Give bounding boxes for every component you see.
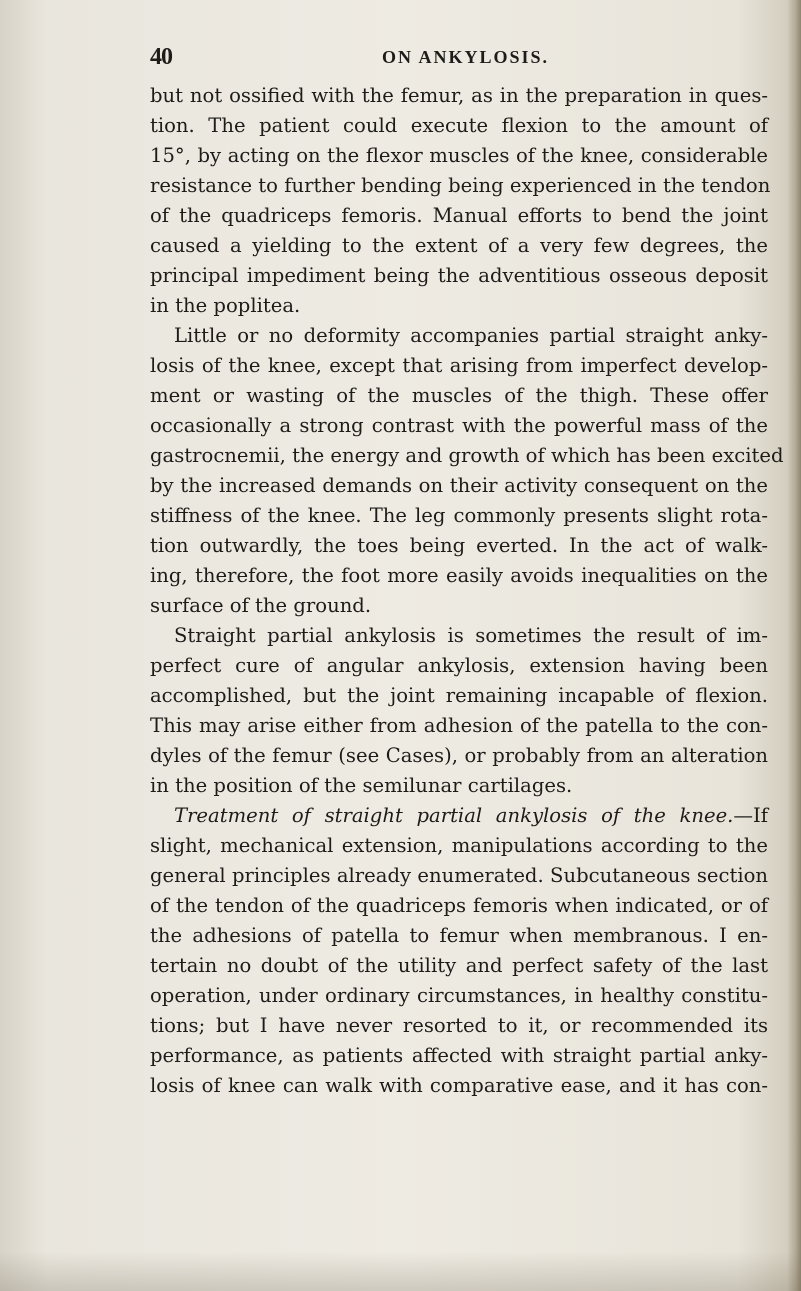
text-line: general principles already enumerated. Subcutaneous section [150,864,768,887]
treatment-heading: Treatment of straight partial ankylosis of the knee. [174,804,734,827]
text-line: in the position of the semilunar cartilages. [150,774,573,797]
text-line: accomplished, but the joint remaining incapable of flexion. [150,684,768,707]
text-line: of the tendon of the quadriceps femoris when indicated, or of [150,894,768,917]
text-line: principal impediment being the adventitious osseous deposit [150,264,768,287]
text-line: by the increased demands on their activity consequent on the [150,474,768,497]
text-line: operation, under ordinary circumstances, in healthy constitu- [150,984,768,1007]
text-line: dyles of the femur (see Cases), or probably from an alteration [150,744,768,767]
text-line: perfect cure of angular ankylosis, extension having been [150,654,768,677]
page-bottom-shadow [0,1251,801,1291]
text-line: This may arise either from adhesion of the patella to the con- [150,714,768,737]
page-number: 40 [150,44,172,70]
text-line: but not ossified with the femur, as in the preparation in ques- [150,84,768,107]
body-text [150,81,784,1101]
text-line: losis of knee can walk with comparative ease, and it has con- [150,1074,768,1097]
text-line: of the quadriceps femoris. Manual efforts to bend the joint [150,204,768,227]
text-line: 15°, by acting on the flexor muscles of the knee, considerable [150,144,768,167]
text-line: tertain no doubt of the utility and perfect safety of the last [150,954,768,977]
text-line: gastrocnemii, the energy and growth of which has been excited [150,444,784,467]
running-head: ON ANKYLOSIS. [382,47,550,67]
text-line: performance, as patients affected with straight partial anky- [150,1044,768,1067]
text-line: ing, therefore, the foot more easily avoids inequalities on the [150,564,768,587]
page-edge-shadow [787,0,801,1291]
treatment-heading-line [150,801,768,831]
page-header [150,44,751,70]
text-line: tion. The patient could execute flexion to the amount of [150,114,768,137]
text-line: surface of the ground. [150,594,372,617]
text-line: ment or wasting of the muscles of the thigh. These offer [150,384,768,407]
text-line: resistance to further bending being experienced in the tendon [150,174,771,197]
text-line: in the poplitea. [150,294,301,317]
text-line: the adhesions of patella to femur when membranous. I en- [150,924,768,947]
text-line: slight, mechanical extension, manipulations according to the [150,834,768,857]
text-line: Little or no deformity accompanies partial straight anky- [174,324,768,347]
treatment-heading-rest: —If [733,804,768,827]
text-line: caused a yielding to the extent of a very few degrees, the [150,234,768,257]
text-line: occasionally a strong contrast with the powerful mass of the [150,414,768,437]
text-line: tion outwardly, the toes being everted. In the act of walk- [150,534,768,557]
text-line: stiffness of the knee. The leg commonly presents slight rota- [150,504,768,527]
text-line: tions; but I have never resorted to it, or recommended its [150,1014,768,1037]
text-line: Straight partial ankylosis is sometimes the result of im- [174,624,768,647]
text-line: losis of the knee, except that arising from imperfect develop- [150,354,768,377]
